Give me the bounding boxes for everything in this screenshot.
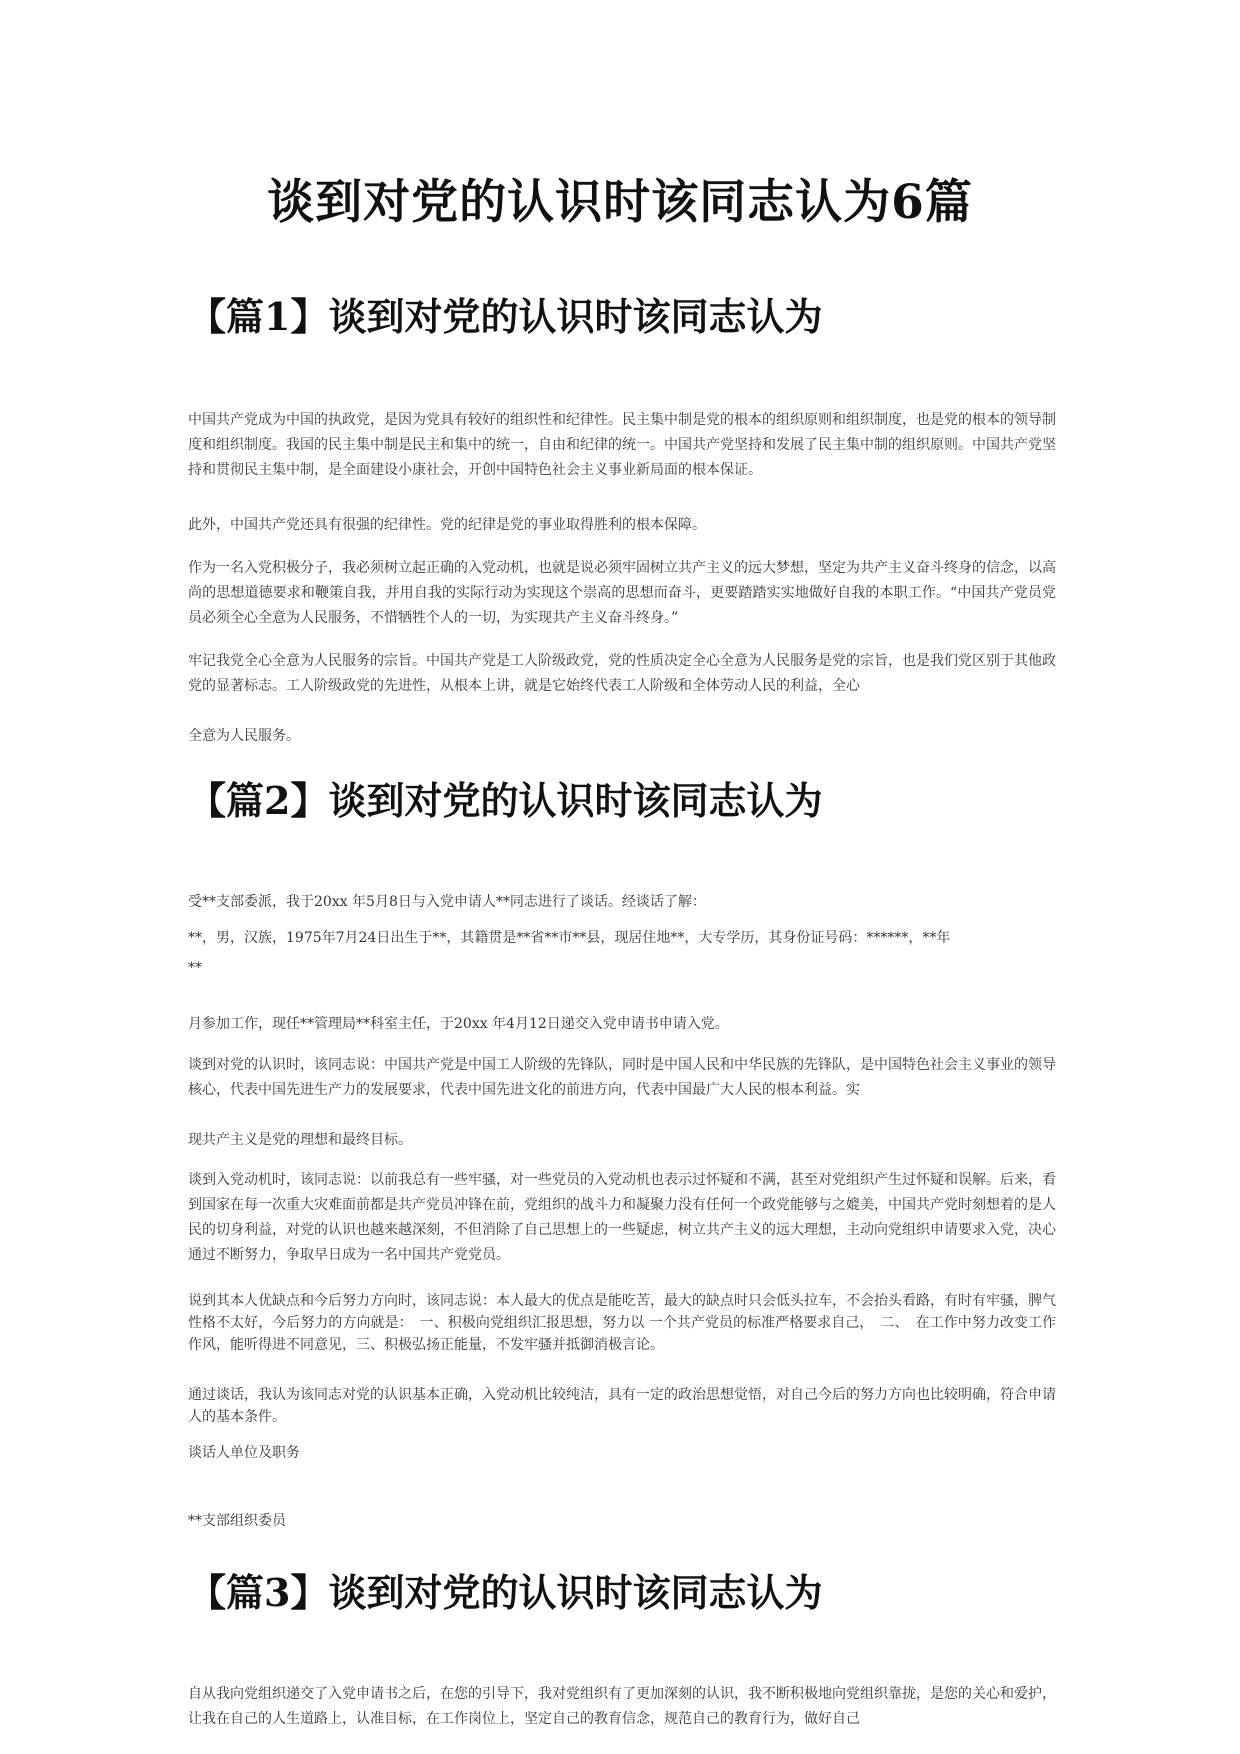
section-2-paragraph-1: 受**支部委派，我于20xx 年5月8日与入党申请人**同志进行了谈话。经谈话了解： bbox=[188, 894, 706, 910]
section-2-paragraph-8: 说到其本人优缺点和今后努力方向时，该同志说：本人最大的优点是能吃苦，最大的缺点时只会低头拉车，不会抬头看路，有时有牢骚，脾气性格不太好，今后努力的方向就是： 一、积极向党组织汇报思想，努力以 一个共产党员的标准严格要求自己， 二、 在工作中努力改变工作作风，能听得进不同意见，三、积极弘扬正能量，不发牢骚并抵御消极言论。 bbox=[188, 1293, 1056, 1353]
section-1-heading: 【篇1】谈到对党的认识时该同志认为 bbox=[188, 294, 823, 339]
section-2-paragraph-5: 谈到对党的认识时，该同志说：中国共产党是中国工人阶级的先锋队，同时是中国人民和中华民族的先锋队，是中国特色社会主义事业的领导核心，代表中国先进生产力的发展要求，代表中国先进文化的前进方向，代表中国最广大人民的根本利益。实 bbox=[188, 1057, 1056, 1098]
section-1-paragraph-4: 牢记我党全心全意为人民服务的宗旨。中国共产党是工人阶级政党，党的性质决定全心全意为人民服务是党的宗旨，也是我们党区别于其他政党的显著标志。工人阶级政党的先进性，从根本上讲，就是它始终代表工人阶级和全体劳动人民的利益，全心 bbox=[188, 653, 1056, 694]
section-2-paragraph-4: 月参加工作，现任**管理局**科室主任，于20xx 年4月12日递交入党申请书申请入党。 bbox=[188, 1016, 729, 1032]
section-2-paragraph-3: ** bbox=[188, 960, 202, 976]
section-1-paragraph-5: 全意为人民服务。 bbox=[188, 728, 300, 744]
section-3-paragraph-1: 自从我向党组织递交了入党申请书之后，在您的引导下，我对党组织有了更加深刻的认识，我不断积极地向党组织靠拢，是您的关心和爱护，让我在自己的人生道路上，认准目标，在工作岗位上，坚定自己的教育信念，规范自己的教育行为，做好自己 bbox=[188, 1686, 1056, 1727]
section-2-paragraph-7: 谈到入党动机时，该同志说：以前我总有一些牢骚，对一些党员的入党动机也表示过怀疑和不满，甚至对党组织产生过怀疑和误解。后来，看到国家在每一次重大灾难面前都是共产党员冲锋在前，党组织的战斗力和凝聚力没有任何一个政党能够与之媲美，中国共产党时刻想着的是人民的切身利益，对党的认识也越来越深刻，不但消除了自己思想上的一些疑虑，树立共产主义的远大理想，主动向党组织申请要求入党，决心通过不断努力，争取早日成为一名中国共产党党员。 bbox=[188, 1172, 1056, 1263]
section-3-heading: 【篇3】谈到对党的认识时该同志认为 bbox=[188, 1570, 823, 1615]
section-1-paragraph-2: 此外，中国共产党还具有很强的纪律性。党的纪律是党的事业取得胜利的根本保障。 bbox=[188, 517, 706, 533]
section-1-paragraph-3: 作为一名入党积极分子，我必须树立起正确的入党动机，也就是说必须牢固树立共产主义的远大梦想，坚定为共产主义奋斗终身的信念，以高尚的思想道德要求和鞭策自我，并用自我的实际行动为实现这个崇高的思想而奋斗，更要踏踏实实地做好自我的本职工作。“中国共产党员党员必须全心全意为人民服务，不惜牺牲个人的一切，为实现共产主义奋斗终身。” bbox=[188, 560, 1056, 626]
document-title: 谈到对党的认识时该同志认为6篇 bbox=[267, 175, 973, 230]
section-2-paragraph-6: 现共产主义是党的理想和最终目标。 bbox=[188, 1132, 412, 1148]
section-2-paragraph-10: 谈话人单位及职务 bbox=[188, 1445, 300, 1461]
section-1-paragraph-1: 中国共产党成为中国的执政党，是因为党具有较好的组织性和纪律性。民主集中制是党的根本的组织原则和组织制度，也是党的根本的领导制度和组织制度。我国的民主集中制是民主和集中的统一，自由和纪律的统一。中国共产党坚持和发展了民主集中制的组织原则。中国共产党坚持和贯彻民主集中制，是全面建设小康社会，开创中国特色社会主义事业新局面的根本保证。 bbox=[188, 412, 1056, 478]
section-2-heading: 【篇2】谈到对党的认识时该同志认为 bbox=[188, 778, 823, 823]
section-2-paragraph-11: **支部组织委员 bbox=[188, 1513, 286, 1529]
section-2-paragraph-2: **，男，汉族，1975年7月24日出生于**，其籍贯是**省**市**县，现居住地**，大专学历，其身份证号码：******，**年 bbox=[188, 930, 951, 946]
section-2-paragraph-9: 通过谈话，我认为该同志对党的认识基本正确，入党动机比较纯洁，具有一定的政治思想觉悟，对自己今后的努力方向也比较明确，符合申请人的基本条件。 bbox=[188, 1387, 1056, 1425]
